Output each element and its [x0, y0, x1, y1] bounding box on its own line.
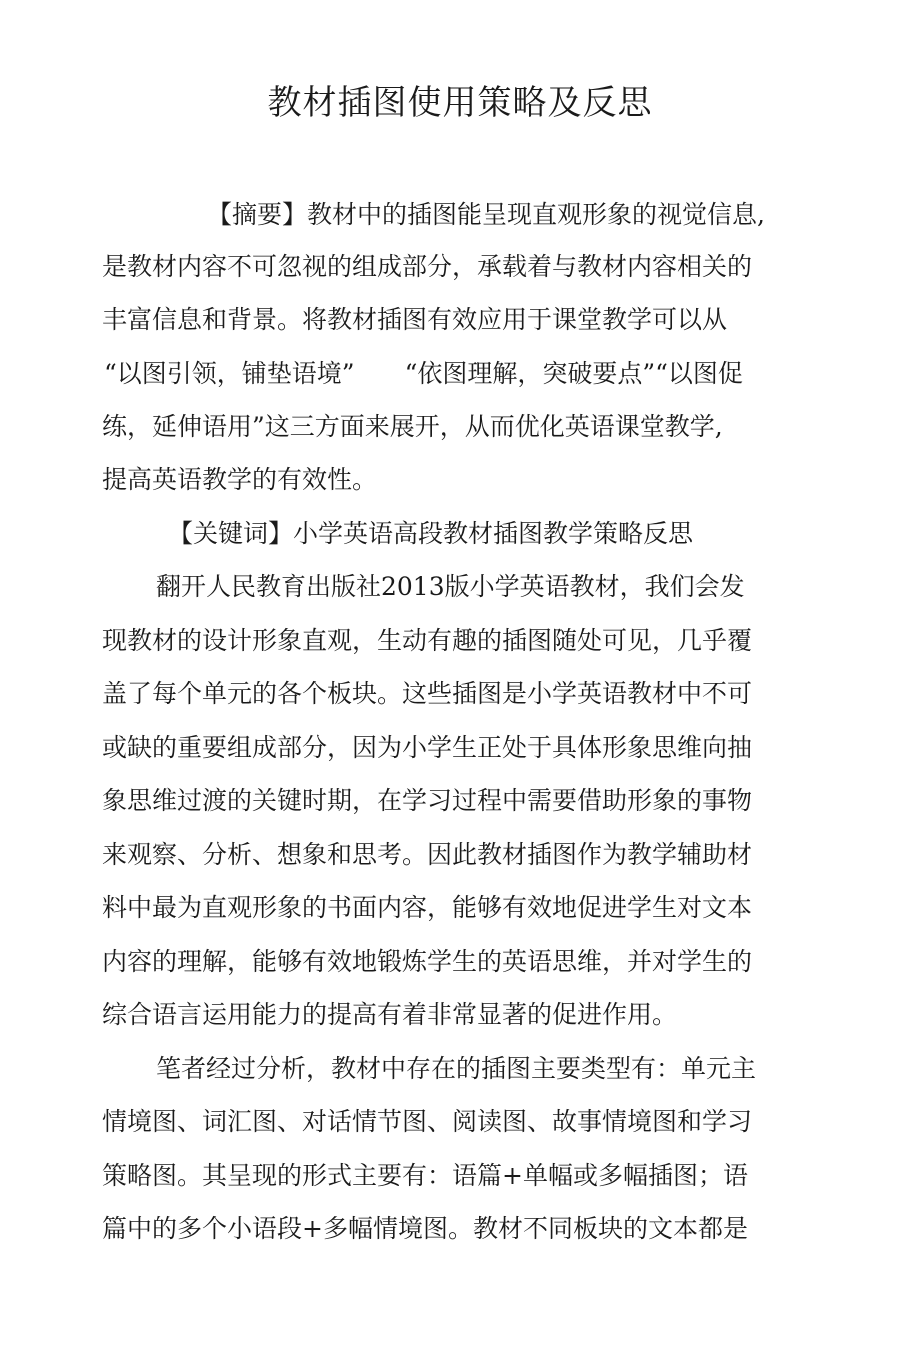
body-line-7: 料中最为直观形象的书面内容，能够有效地促进学生对文本 [102, 893, 753, 922]
body2-line-4: 篇中的多个小语段+多幅情境图。教材不同板块的文本都是 [102, 1214, 748, 1243]
body-line-8: 内容的理解，能够有效地锻炼学生的英语思维，并对学生的 [102, 947, 753, 976]
document-title: 教材插图使用策略及反思 [267, 83, 653, 123]
body-line-1: 翻开人民教育出版社2013版小学英语教材，我们会发 [156, 572, 745, 601]
abstract-line-6: 提高英语教学的有效性。 [102, 465, 378, 494]
body-line-2: 现教材的设计形象直观，生动有趣的插图随处可见，几乎覆 [102, 626, 753, 655]
body-line-3: 盖了每个单元的各个板块。这些插图是小学英语教材中不可 [102, 679, 753, 708]
body-line-4: 或缺的重要组成部分，因为小学生正处于具体形象思维向抽 [102, 733, 753, 762]
body2-line-1: 笔者经过分析，教材中存在的插图主要类型有：单元主 [156, 1054, 757, 1083]
abstract-line-1: 【摘要】教材中的插图能呈现直观形象的视觉信息, [207, 200, 765, 229]
abstract-line-3: 丰富信息和背景。将教材插图有效应用于课堂教学可以从 [102, 305, 728, 334]
body2-line-3: 策略图。其呈现的形式主要有：语篇+单幅或多幅插图；语 [102, 1161, 748, 1190]
abstract-line-4: “以图引领，铺垫语境” “依图理解，突破要点”“以图促 [104, 359, 743, 388]
abstract-line-2: 是教材内容不可忽视的组成部分，承载着与教材内容相关的 [102, 252, 753, 281]
body2-line-2: 情境图、词汇图、对话情节图、阅读图、故事情境图和学习 [102, 1107, 753, 1136]
body-line-6: 来观察、分析、想象和思考。因此教材插图作为教学辅助材 [102, 840, 753, 869]
body-line-9: 综合语言运用能力的提高有着非常显著的促进作用。 [102, 1000, 678, 1029]
keywords-line: 【关键词】小学英语高段教材插图教学策略反思 [168, 519, 694, 548]
abstract-line-5: 练，延伸语用”这三方面来展开，从而优化英语课堂教学, [102, 412, 723, 441]
body-line-5: 象思维过渡的关键时期，在学习过程中需要借助形象的事物 [102, 786, 753, 815]
